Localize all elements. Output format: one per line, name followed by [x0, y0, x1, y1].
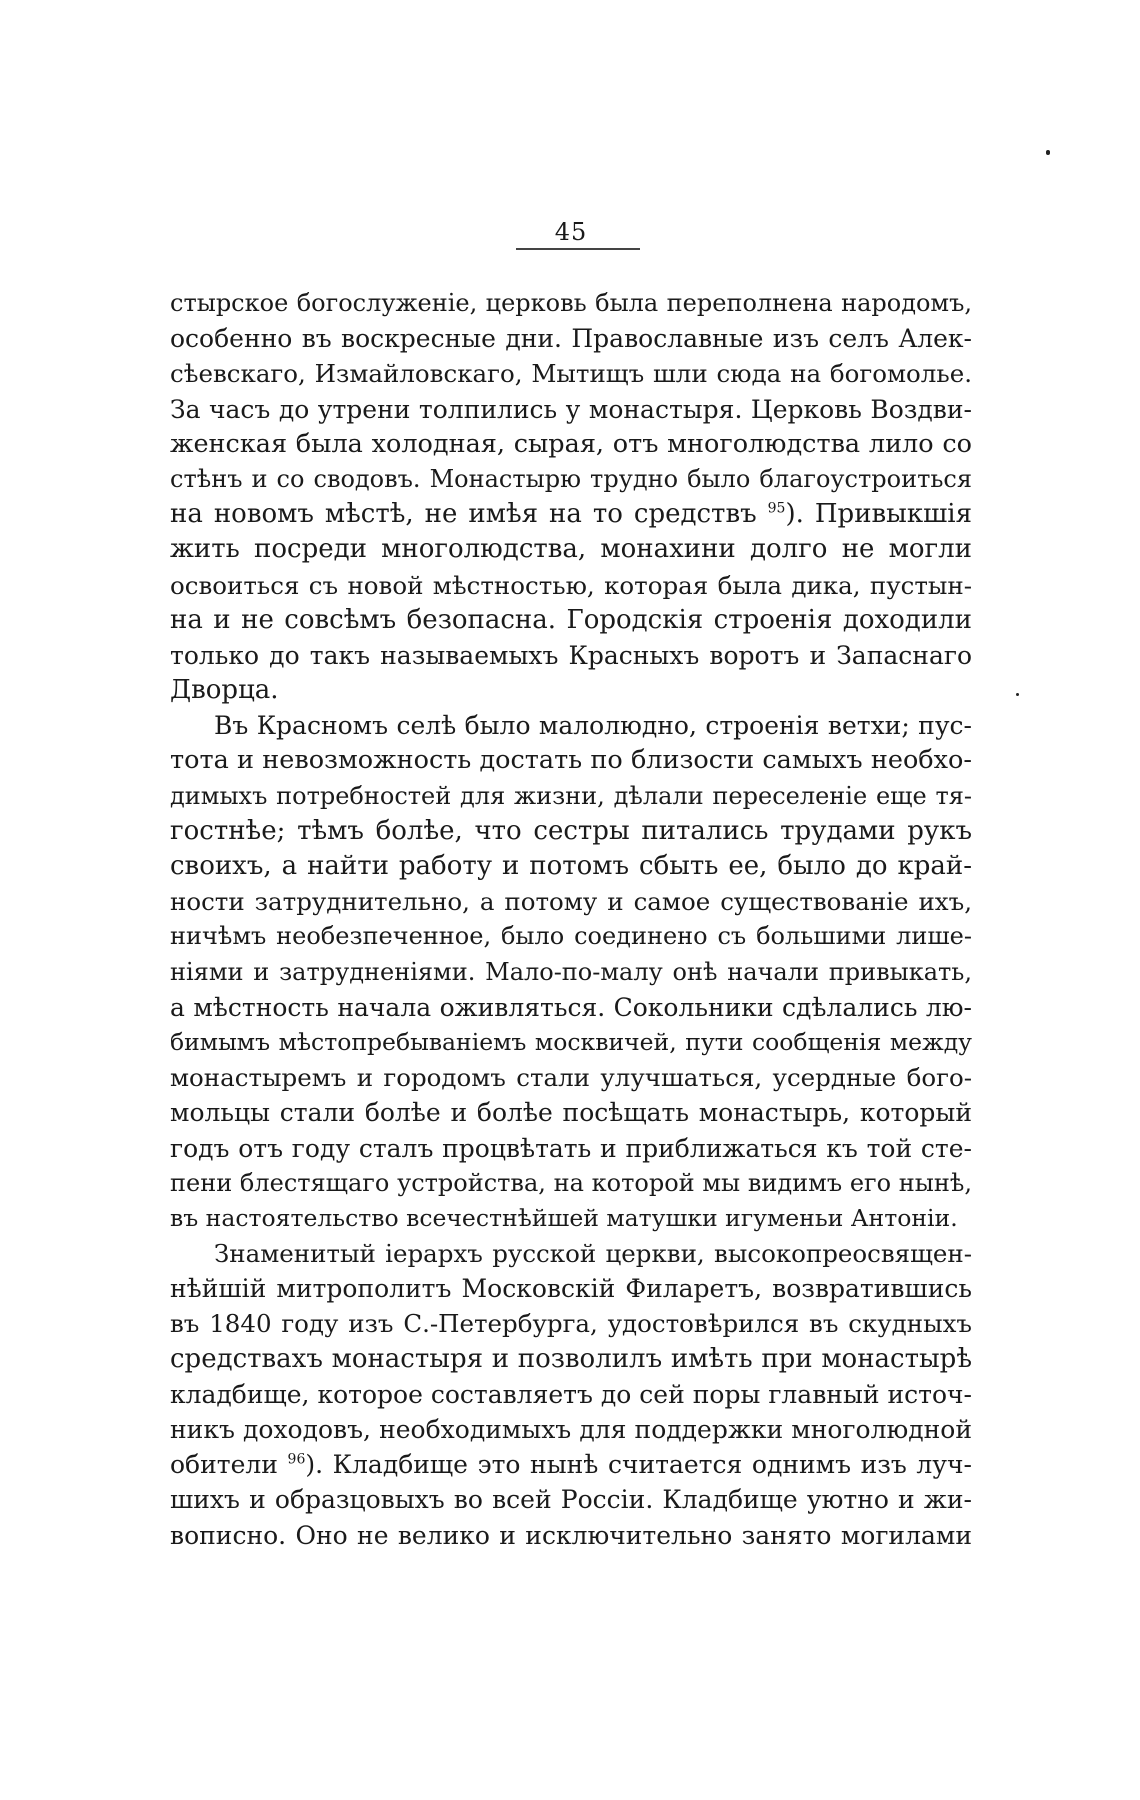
text-line: пени блестящаго устройства, на которой мы видимъ его нынѣ, — [170, 1168, 972, 1197]
body-text — [170, 286, 972, 1553]
text-line: За часъ до утрени толпились у монастыря. Церковь Воздви- — [170, 394, 972, 424]
footnote-mark: 96 — [287, 1451, 306, 1468]
text-line: монастыремъ и городомъ стали улучшаться, усердные бого- — [170, 1063, 972, 1093]
text-line: нѣйшій митрополитъ Московскій Филаретъ, возвратившись — [170, 1274, 972, 1304]
text-line: средствахъ монастыря и позволилъ имѣть при монастырѣ — [170, 1343, 972, 1374]
text-line: кладбище, которое составляетъ до сей поры главный источ- — [170, 1379, 972, 1409]
text-line: на и не совсѣмъ безопасна. Городскія строенія доходили — [170, 604, 972, 635]
paragraph-3 — [170, 1236, 972, 1553]
text-line: вописно. Оно не велико и исключительно занято могилами — [170, 1520, 972, 1550]
text-line: сѣевскаго, Измайловскаго, Мытищъ шли сюда на богомолье. — [170, 359, 972, 389]
text-line: Дворца. — [170, 675, 279, 706]
scan-speck — [1046, 150, 1050, 155]
text-line: жить посреди многолюдства, монахини долго не могли — [170, 534, 972, 565]
text-line: годъ отъ году сталъ процвѣтать и приближаться къ той сте- — [170, 1133, 972, 1163]
text-line: Знаменитый іерархъ русской церкви, высокопреосвящен- — [214, 1239, 972, 1269]
text-line: въ 1840 году изъ С.-Петербурга, удостовѣрился въ скудныхъ — [170, 1309, 972, 1339]
text-line: только до такъ называемыхъ Красныхъ воротъ и Запаснаго — [170, 640, 972, 670]
text-line: ничѣмъ необезпеченное, было соединено съ большими лише- — [170, 922, 972, 951]
text-line: стѣнъ и со сводовъ. Монастырю трудно было благоустроиться — [170, 464, 972, 493]
paragraph-2 — [170, 708, 972, 1236]
text-line: шихъ и образцовыхъ во всей Россіи. Кладбище уютно и жи- — [170, 1485, 972, 1515]
text-line: гостнѣе; тѣмъ болѣе, что сестры питались трудами рукъ — [170, 815, 972, 846]
text-line: ніями и затрудненіями. Мало-по-малу онѣ начали привыкать, — [170, 957, 972, 986]
text-line: стырское богослуженіе, церковь была переполнена народомъ, — [170, 289, 972, 317]
page-number: 45 — [554, 218, 588, 246]
text-line: ности затруднительно, а потому и самое существованіе ихъ, — [170, 887, 972, 917]
text-segment: ). Привыкшія — [785, 499, 972, 530]
text-line: освоиться съ новой мѣстностью, которая была дика, пустын- — [170, 570, 972, 600]
text-line-with-footnote — [170, 1447, 972, 1482]
text-segment: ). Кладбище это нынѣ считается однимъ изъ луч- — [305, 1450, 972, 1480]
text-line: Въ Красномъ селѣ было малолюдно, строенія ветхи; пус- — [214, 711, 972, 741]
paragraph-1 — [170, 286, 972, 708]
text-line: своихъ, а найти работу и потомъ сбыть ее, было до край- — [170, 851, 972, 881]
text-line: особенно въ воскресные дни. Православные изъ селъ Алек- — [170, 324, 972, 354]
header-rule — [516, 248, 640, 250]
text-line: а мѣстность начала оживляться. Сокольники сдѣлались лю- — [170, 992, 972, 1022]
text-line: димыхъ потребностей для жизни, дѣлали переселеніе еще тя- — [170, 781, 972, 810]
scan-speck — [1016, 693, 1019, 696]
text-line: въ настоятельство всечестнѣйшей матушки игуменьи Антоніи. — [170, 1203, 958, 1232]
text-line: бимымъ мѣстопребываніемъ москвичей, пути сообщенія между — [170, 1027, 972, 1056]
text-segment: обители — [170, 1450, 278, 1480]
text-line: мольцы стали болѣе и болѣе посѣщать монастырь, который — [170, 1098, 972, 1128]
footnote-mark: 95 — [767, 500, 786, 517]
text-line: тота и невозможность достать по близости самыхъ необхо- — [170, 745, 972, 776]
text-line: женская была холодная, сырая, отъ многолюдства лило со — [170, 428, 972, 459]
text-line: никъ доходовъ, необходимыхъ для поддержки многолюдной — [170, 1415, 972, 1444]
text-line-with-footnote — [170, 497, 972, 532]
text-segment: на новомъ мѣстѣ, не имѣя на то средствъ — [170, 499, 757, 530]
